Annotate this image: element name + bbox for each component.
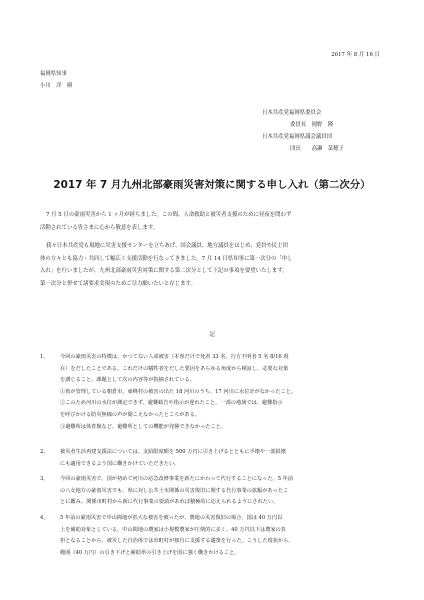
item-line: 今回の豪雨災害で、国が初めて河川の応急改修事業を新たにかわって代行することになった。5 年前: [60, 476, 294, 482]
intro-p2-line-3: 入れ」を行いましたが、九州北部豪雨災害対策に関する第二次分として下記の事項を要望いたします。: [40, 268, 288, 275]
sender-org-2: 日本共産党福岡県議会議員団: [262, 134, 333, 140]
recipient-name: 小川 洋 殿: [40, 83, 73, 89]
item-number: 3、: [40, 476, 49, 482]
sender-person-1: 委員長 岡野 隆: [290, 122, 334, 128]
intro-paragraph-2: [40, 240, 384, 290]
request-item-3: [40, 474, 384, 509]
item-number: 2、: [40, 449, 49, 455]
item-line: とに鑑み、関係市町村から新に代行事業の要請があれば積極的に応えられるようにされたい。: [60, 499, 279, 506]
request-item-1: [40, 352, 384, 433]
sender-org-1: 日本共産党福岡県委員会: [262, 110, 322, 116]
item-subpoint: を呼びかける防災無線の声が聞こえなかったところがある。: [60, 411, 201, 418]
intro-p2-line-4: 第一次分と併せて諸要求実現のためご尽力願いたいと存じます。: [40, 280, 196, 287]
item-line: 担となることから、被災した自治体では市町村が独自に支援する適策を行った。こうした現状から、: [60, 538, 294, 545]
item-line: 被災者生活再建支援法については、支給限度額を 500 万円に引き上げるとともに半壊や一部損壊: [60, 449, 286, 455]
item-number: 4、: [40, 515, 49, 521]
item-line: 在）をだしたことである。これだけの犠牲者をだした要因をあらゆる角度から検証し、必要な対策: [60, 365, 289, 372]
request-item-4: [40, 513, 384, 559]
intro-p2-line-1: 我々日本共産党も現地に災害支援センターを立ちあげ、国会議員、地方議員をはじめ、党員や民主団: [46, 243, 288, 249]
item-subpoint: ③避難所は体育館など、避難所としての機能が発揮できなかったこと。: [60, 423, 227, 430]
request-item-2: [40, 447, 384, 470]
item-line: 5 年前の豪雨災害で中山間地が甚大な被害を被ったが、農地の災害復旧の場合、国は 40 万円以: [60, 515, 283, 521]
ki-heading: 記: [209, 332, 215, 338]
item-line: の八女地方の豪雨災害でも、県に対し公共土木関係の災害復旧に関する代行事業の拡幅があったこ: [60, 487, 289, 494]
item-line: にも適用できるよう国に働きかけていただきたい。: [60, 460, 180, 467]
intro-p2-line-2: 体の方々とも協力・共同して幅広く支援活動を行なってきました。7 月 14 日県知事に第一次分の「申し: [40, 255, 293, 262]
item-subpoint: ②このため河川の水位が測定できず、避難勧告や指示が遅れたこと。一部の地域では、避難指示: [60, 400, 283, 407]
item-line: 今回の豪雨災害の特徴は、かつてない人命被害（本県だけで死者 33 名、行方不明者 5 名 8/16 現: [60, 354, 289, 360]
intro-paragraph-1: [40, 209, 384, 234]
document-date: 2017 年 8 月 16 日: [331, 52, 380, 58]
item-line: を講じること。課題として次の内容等が指摘されている。: [60, 377, 195, 384]
item-subpoint: ①県が管理している朝倉市、東峰村の被害の出た 18 河川のうち、17 河川に水位計がなかったこと。: [60, 388, 297, 395]
intro-p1-line-1: 7 月 5 日の豪雨災害から 1 ヶ月が経ちました。この間、人命救助と被災者支援のために昼夜を問わず: [46, 212, 292, 218]
item-number: 1、: [40, 354, 49, 360]
item-line: 範囲（40 万円）の引き下げと補助率の引き上げを国に強く働きかけること。: [60, 549, 240, 556]
item-line: 上を補助対象としている。中山間地の農家は小規模農家が圧倒的に多く、40 万円以下は農家の負: [60, 526, 287, 533]
sender-person-2: 団長 高瀬 菜穂子: [290, 146, 344, 152]
intro-p1-line-2: 活動されている皆さまに心から敬意を表します。: [40, 224, 159, 231]
page-title: 2017 年 7 月九州北部豪雨災害対策に関する申し入れ（第二次分）: [53, 179, 371, 191]
recipient-title: 福岡県知事: [40, 71, 67, 77]
